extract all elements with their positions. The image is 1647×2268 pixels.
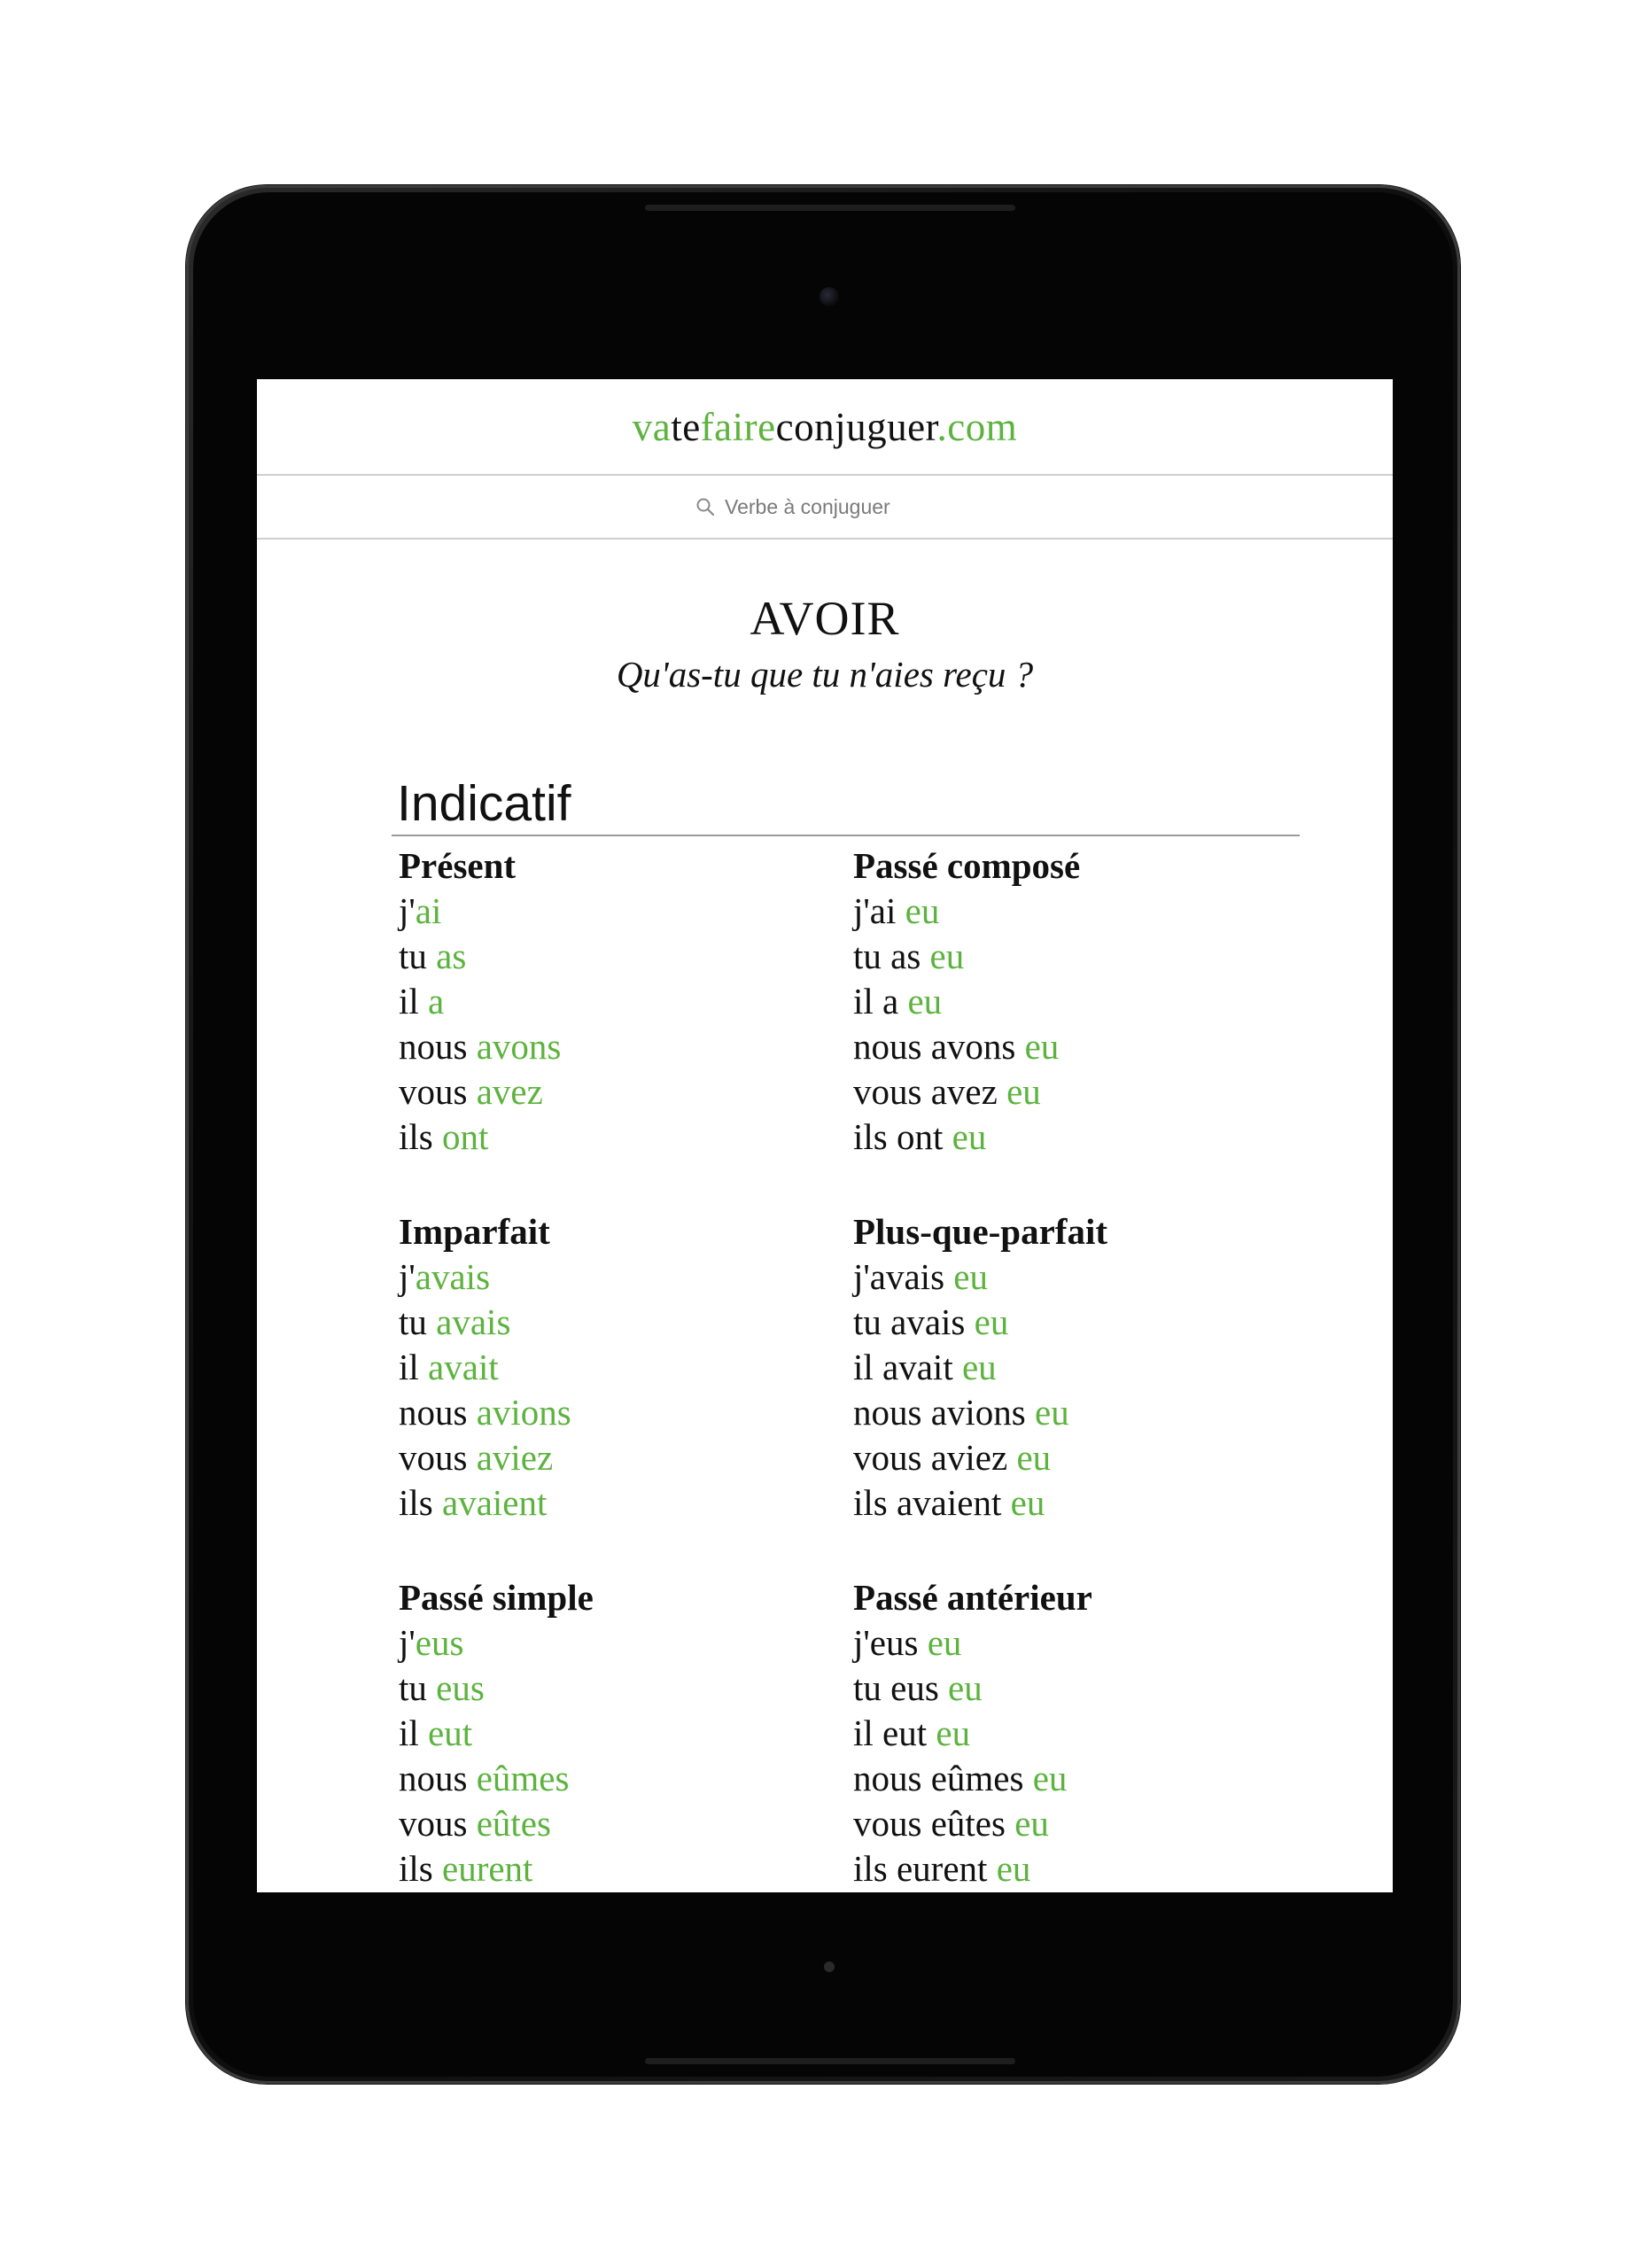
conjugation-line xyxy=(853,1711,1300,1756)
conjugation-ending: eu xyxy=(927,1622,962,1663)
conjugation-ending: a xyxy=(428,981,445,1021)
conjugation-stem: ils avaient xyxy=(853,1482,1011,1523)
conjugation-line xyxy=(853,1666,1300,1711)
front-camera-icon xyxy=(820,287,839,307)
conjugation-ending: avaient xyxy=(442,1482,548,1523)
conjugation-stem: tu xyxy=(399,1667,437,1708)
verb-title: AVOIR xyxy=(750,592,900,645)
conjugation-ending: eu xyxy=(974,1301,1009,1342)
conjugation-stem: tu xyxy=(399,936,437,976)
conjugation-line xyxy=(853,1300,1300,1345)
conjugation-stem: tu as xyxy=(853,936,930,976)
conjugation-line xyxy=(853,1801,1300,1846)
tense-block xyxy=(392,1209,846,1526)
conjugation-line xyxy=(399,1345,846,1390)
conjugation-ending: eu xyxy=(1016,1437,1052,1478)
conjugation-line xyxy=(399,1390,846,1435)
top-speaker-grille xyxy=(645,205,1015,211)
conjugation-stem: ils xyxy=(399,1116,442,1157)
conjugation-line xyxy=(853,1069,1300,1115)
conjugation-line xyxy=(399,889,846,934)
site-logo[interactable] xyxy=(633,404,1018,450)
conjugation-stem: vous xyxy=(399,1803,477,1844)
logo-part-conjuguer: conjuguer xyxy=(775,404,937,449)
conjugation-ending: eu xyxy=(936,1713,971,1753)
conjugation-ending: eu xyxy=(1014,1803,1049,1844)
conjugation-ending: avais xyxy=(436,1301,511,1342)
search-icon xyxy=(695,496,716,517)
conjugation-line xyxy=(399,1300,846,1345)
conjugation-stem: il xyxy=(399,1347,429,1387)
conjugation-line xyxy=(399,934,846,979)
conjugation-line xyxy=(853,889,1300,934)
conjugation-line xyxy=(399,1756,846,1801)
conjugation-ending: eûmes xyxy=(476,1758,570,1798)
conjugation-ending: eu xyxy=(961,1347,997,1387)
conjugation-ending: eurent xyxy=(442,1848,533,1889)
conjugation-ending: eu xyxy=(1032,1758,1068,1798)
conjugation-line xyxy=(399,1620,846,1666)
conjugation-line xyxy=(399,1801,846,1846)
conjugation-stem: nous eûmes xyxy=(853,1758,1033,1798)
tense-block xyxy=(846,1209,1300,1526)
conjugation-ending: eu xyxy=(1024,1026,1060,1067)
tense-name: Imparfait xyxy=(399,1211,550,1252)
conjugation-ending: avait xyxy=(428,1347,499,1387)
tense-name: Passé composé xyxy=(853,845,1081,886)
tense-block xyxy=(846,1575,1300,1891)
logo-part-te: te xyxy=(671,404,701,449)
search-bar xyxy=(257,476,1393,540)
conjugation-stem: tu xyxy=(399,1301,437,1342)
conjugation-ending: as xyxy=(436,936,467,976)
tense-block xyxy=(392,843,846,1160)
conjugation-stem: j'ai xyxy=(853,890,905,931)
conjugation-stem: j' xyxy=(399,1622,416,1663)
conjugation-line xyxy=(853,1756,1300,1801)
logo-part-com: .com xyxy=(936,404,1018,449)
conjugation-stem: j'eus xyxy=(853,1622,928,1663)
conjugation-stem: tu eus xyxy=(853,1667,949,1708)
tense-name: Passé antérieur xyxy=(853,1577,1092,1618)
conjugation-stem: j'avais xyxy=(853,1256,954,1297)
conjugation-ending: eu xyxy=(953,1256,988,1297)
conjugation-line xyxy=(853,1390,1300,1435)
conjugation-ending: eûtes xyxy=(476,1803,551,1844)
conjugation-line xyxy=(853,1435,1300,1480)
conjugation-stem: il xyxy=(399,1713,429,1753)
conjugation-line xyxy=(853,1620,1300,1666)
conjugation-stem: tu avais xyxy=(853,1301,975,1342)
conjugation-line xyxy=(853,1480,1300,1526)
conjugation-stem: ils xyxy=(399,1848,442,1889)
conjugation-stem: nous xyxy=(399,1758,477,1798)
bottom-speaker-grille xyxy=(645,2058,1015,2064)
conjugation-ending: avons xyxy=(476,1026,562,1067)
conjugation-line xyxy=(399,1711,846,1756)
conjugation-stem: ils eurent xyxy=(853,1848,997,1889)
conjugation-line xyxy=(399,1254,846,1300)
conjugation-stem: vous xyxy=(399,1071,477,1112)
conjugation-line xyxy=(399,1115,846,1160)
logo-part-faire: faire xyxy=(700,404,776,449)
conjugation-stem: il a xyxy=(853,981,908,1021)
conjugation-ending: eus xyxy=(436,1667,485,1708)
mood-title: Indicatif xyxy=(392,774,1300,836)
tense-grid xyxy=(392,843,1300,1891)
conjugation-line xyxy=(853,1115,1300,1160)
conjugation-stem: vous eûtes xyxy=(853,1803,1015,1844)
conjugation-ending: eu xyxy=(929,936,965,976)
conjugation-line xyxy=(853,1345,1300,1390)
conjugation-stem: j' xyxy=(399,1256,416,1297)
verb-quote: Qu'as-tu que tu n'aies reçu ? xyxy=(616,654,1034,695)
conjugation-ending: ai xyxy=(415,890,442,931)
conjugation-line xyxy=(853,1254,1300,1300)
tense-name: Plus-que-parfait xyxy=(853,1211,1107,1252)
tablet-screen xyxy=(257,379,1393,1892)
conjugation-ending: aviez xyxy=(476,1437,554,1478)
conjugation-line xyxy=(399,1666,846,1711)
conjugation-ending: eu xyxy=(952,1116,987,1157)
tense-name: Présent xyxy=(399,845,517,886)
site-header xyxy=(257,379,1393,476)
conjugation-stem: nous avons xyxy=(853,1026,1025,1067)
conjugation-ending: eu xyxy=(996,1848,1031,1889)
tense-block xyxy=(846,843,1300,1160)
conjugation-line xyxy=(399,1846,846,1891)
conjugation-stem: il avait xyxy=(853,1347,962,1387)
conjugation-line xyxy=(399,1480,846,1526)
conjugation-stem: ils ont xyxy=(853,1116,952,1157)
conjugation-ending: eu xyxy=(905,890,940,931)
conjugation-stem: il eut xyxy=(853,1713,936,1753)
conjugation-ending: avions xyxy=(476,1392,571,1433)
conjugation-ending: eu xyxy=(1010,1482,1045,1523)
conjugation-ending: eu xyxy=(1035,1392,1069,1433)
conjugation-stem: nous xyxy=(399,1392,477,1433)
conjugation-ending: eut xyxy=(428,1713,473,1753)
conjugation-line xyxy=(399,1435,846,1480)
conjugation-ending: avais xyxy=(415,1256,491,1297)
bottom-sensor xyxy=(824,1961,835,1972)
conjugation-line xyxy=(853,979,1300,1024)
conjugation-line xyxy=(399,1024,846,1069)
conjugation-ending: avez xyxy=(476,1071,543,1112)
mood-section-indicatif xyxy=(392,774,1300,1891)
conjugation-stem: j' xyxy=(399,890,416,931)
conjugation-stem: nous avions xyxy=(853,1392,1035,1433)
conjugation-ending: eu xyxy=(948,1667,983,1708)
conjugation-stem: vous avez xyxy=(853,1071,1007,1112)
conjugation-ending: eu xyxy=(1006,1071,1041,1112)
logo-part-va: va xyxy=(632,404,672,449)
conjugation-stem: ils xyxy=(399,1482,442,1523)
conjugation-stem: vous aviez xyxy=(853,1437,1017,1478)
tense-block xyxy=(392,1575,846,1891)
conjugation-ending: eus xyxy=(415,1622,464,1663)
conjugation-line xyxy=(853,1024,1300,1069)
verb-search-input[interactable] xyxy=(725,495,955,519)
conjugation-stem: vous xyxy=(399,1437,477,1478)
conjugation-stem: il xyxy=(399,981,429,1021)
conjugation-stem: nous xyxy=(399,1026,477,1067)
conjugation-line xyxy=(853,934,1300,979)
conjugation-line xyxy=(399,979,846,1024)
conjugation-line xyxy=(853,1846,1300,1891)
conjugation-line xyxy=(399,1069,846,1115)
conjugation-ending: eu xyxy=(907,981,943,1021)
tense-name: Passé simple xyxy=(399,1577,594,1618)
conjugation-ending: ont xyxy=(442,1116,489,1157)
